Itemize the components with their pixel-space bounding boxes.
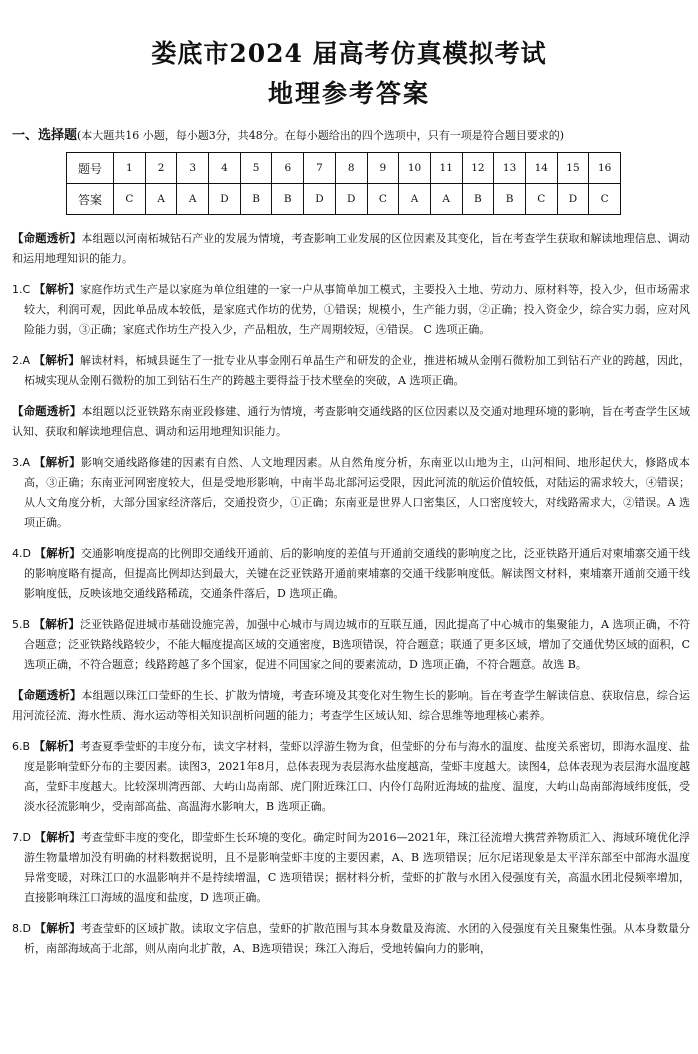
table-cell: 13 — [494, 153, 526, 184]
table-cell: 7 — [304, 153, 336, 184]
row-header: 题号 — [67, 153, 114, 184]
question-number-row — [67, 153, 621, 184]
paragraph-tag: 【命题透析】 — [12, 231, 82, 245]
question-answer: 8.D — [12, 922, 31, 935]
answer-explanation — [12, 614, 690, 675]
table-cell: B — [272, 184, 304, 215]
table-cell: 2 — [145, 153, 177, 184]
table-cell: 5 — [240, 153, 272, 184]
answer-explanation — [12, 350, 690, 391]
paragraph-text: 解读材料，柘城县诞生了一批专业从事金刚石单晶生产和研发的企业，推进柘城从金刚石微粉加工到钻石产业的跨越，因此，柘城实现从金刚石微粉的加工到钻石生产的跨越主要得益于技术壁垒的突破，A 选项正确。 — [24, 354, 691, 387]
table-cell: 1 — [114, 153, 146, 184]
table-cell: 11 — [430, 153, 462, 184]
paragraph-tag: 【解析】 — [33, 282, 81, 296]
exam-title: 娄底市2024 届高考仿真模拟考试 — [151, 39, 547, 68]
table-cell: D — [304, 184, 336, 215]
question-answer: 4.D — [12, 547, 31, 560]
answer-explanation — [12, 452, 690, 533]
paragraph-text: 考查莹虾的区域扩散。读取文字信息，莹虾的扩散范围与其本身数量及海流、水团的入侵强度有关且聚集性强。从本身数量分析，南部海域高于北部，则从南向北扩散，A、B选项错误；珠江入海后，受地转偏向力的影响， — [24, 922, 691, 955]
table-cell: 9 — [367, 153, 399, 184]
question-answer: 5.B — [12, 618, 31, 631]
table-cell: 16 — [589, 153, 621, 184]
paragraph-tag: 【解析】 — [34, 830, 81, 844]
table-cell: A — [177, 184, 209, 215]
table-cell: 15 — [557, 153, 589, 184]
paragraph-tag: 【命题透析】 — [12, 688, 82, 702]
answer-explanation — [12, 736, 690, 817]
row-header: 答案 — [67, 184, 114, 215]
table-cell: D — [209, 184, 241, 215]
paragraph-text: 影响交通线路修建的因素有自然、人文地理因素。从自然角度分析，东南亚以山地为主，山河相间、地形起伏大，修路成本高，③正确；东南亚河网密度较大，但是受地形影响，中南半岛北部河运受限，因此河流的航运价值较低，对陆运的需求较大，④错误；从人文角度分析，大部分国家经济落后，交通投资少，①正确；东南亚是世界人口密集区，人口密度较大，对线路需求大，②错误。A 选项正确。 — [24, 456, 690, 529]
table-cell: 10 — [399, 153, 431, 184]
paragraph-tag: 【解析】 — [33, 739, 81, 753]
question-answer: 1.C — [12, 283, 31, 296]
paragraph-text: 本组题以河南柘城钻石产业的发展为情境，考查影响工业发展的区位因素及其变化，旨在考查学生获取和解读地理信息、调动和运用地理知识的能力。 — [12, 232, 691, 265]
table-cell: D — [557, 184, 589, 215]
answer-explanation — [12, 543, 690, 604]
answer-row — [67, 184, 621, 215]
topic-analysis-paragraph — [12, 228, 690, 269]
topic-analysis-paragraph — [12, 401, 690, 442]
table-cell: 8 — [335, 153, 367, 184]
table-cell: A — [145, 184, 177, 215]
question-answer: 3.A — [12, 456, 31, 469]
answer-explanation — [12, 279, 690, 340]
paragraph-text: 考查夏季莹虾的丰度分布，读文字材料，莹虾以浮游生物为食，但莹虾的分布与海水的温度、盐度关系密切，即海水温度、盐度是影响莹虾分布的主要因素。读图3，2021年8月，总体表现为表层海水盐度越高，莹虾丰度越大。读图4，总体表现为表层海水温度越高，莹虾丰度越大。比较深圳湾西部、大屿山岛南部、虎门附近珠江口、内伶仃岛附近海域的盐度、温度，大屿山岛南部海域纬度低，受淡水径流影响少，受南部高盐、高温海水影响大，B 选项正确。 — [24, 740, 691, 813]
section-label: 一、选择题 — [12, 128, 78, 143]
topic-analysis-paragraph — [12, 685, 690, 726]
table-cell: C — [114, 184, 146, 215]
paragraph-text: 交通影响度提高的比例即交通线开通前、后的影响度的差值与开通前交通线的影响度之比，泛亚铁路开通后对柬埔寨交通干线的影响度略有提高，但提高比例却达到最大，关键在泛亚铁路开通前柬埔寨的交通干线影响度低。解读图文材料，柬埔寨开通前交通干线影响度低，反映该地交通线路稀疏，交通条件落后，D 选项正确。 — [24, 547, 691, 600]
question-answer: 2.A — [12, 354, 31, 367]
table-cell: B — [462, 184, 494, 215]
answer-table — [66, 152, 621, 215]
paragraph-text: 泛亚铁路促进城市基础设施完善，加强中心城市与周边城市的互联互通，因此提高了中心城市的集聚能力，A 选项正确，不符合题意；泛亚铁路线路较少，不能大幅度提高区域的交通密度，B选项错误，符合题意；联通了更多区域，增加了交通优势区域的面积，C 选项正确，不符合题意；线路跨越了多个国家，促进不同国家之间的要素流动，D 选项正确，不符合题意。故选 B。 — [24, 618, 691, 671]
paragraph-tag: 【命题透析】 — [12, 404, 82, 418]
section-heading — [12, 128, 690, 144]
table-cell: A — [399, 184, 431, 215]
paragraph-text: 本组题以泛亚铁路东南亚段修建、通行为情境，考查影响交通线路的区位因素以及交通对地理环境的影响，旨在考查学生区域认知、获取和解读地理信息、调动和运用地理知识能力。 — [12, 405, 691, 438]
table-cell: 3 — [177, 153, 209, 184]
table-cell: B — [494, 184, 526, 215]
table-cell: 6 — [272, 153, 304, 184]
question-answer: 6.B — [12, 740, 31, 753]
table-cell: C — [525, 184, 557, 215]
section-note: (本大题共16 小题，每小题3分，共48分。在每小题给出的四个选项中，只有一项是符合题目要求的) — [77, 129, 565, 142]
answer-explanation — [12, 827, 690, 908]
paragraph-tag: 【解析】 — [33, 617, 80, 631]
table-cell: 14 — [525, 153, 557, 184]
table-cell: C — [367, 184, 399, 215]
paragraph-text: 本组题以珠江口莹虾的生长、扩散为情境，考查环境及其变化对生物生长的影响。旨在考查学生解读信息、获取信息，综合运用河流径流、海水性质、海水运动等相关知识剖析问题的能力；考查学生区域认知、综合思维等地理核心素养。 — [12, 689, 691, 722]
paragraph-tag: 【解析】 — [33, 353, 80, 367]
answer-explanation — [12, 918, 690, 959]
explanations — [12, 228, 690, 969]
paragraph-tag: 【解析】 — [34, 921, 81, 935]
table-cell: 12 — [462, 153, 494, 184]
table-cell: 4 — [209, 153, 241, 184]
table-cell: C — [589, 184, 621, 215]
paragraph-text: 考查莹虾丰度的变化，即莹虾生长环境的变化。确定时间为2016—2021年，珠江径流增大携营养物质汇入、海域环境优化浮游生物量增加没有明确的材料数据说明，且不是影响莹虾丰度的主要因素，A、B 选项错误；厄尔尼诺现象是太平洋东部至中部海水温度异常变暖，对珠江口的水温影响并不是持续增温，C 选项错误；据材料分析，莹虾的扩散与水团入侵强度有关，高温水团北侵频率增加，直接影响珠江口海域的温度和盐度，D 选项正确。 — [24, 831, 690, 904]
paragraph-tag: 【解析】 — [34, 546, 81, 560]
paragraph-tag: 【解析】 — [33, 455, 81, 469]
answer-key-title: 地理参考答案 — [267, 79, 430, 108]
paragraph-text: 家庭作坊式生产是以家庭为单位组建的一家一户从事简单加工模式，主要投入土地、劳动力、原材料等，投入少，但市场需求较大，利润可观，因此单品成本较低，是家庭式作坊的优势，①错误；规模小，生产能力弱，②正确；投入资金少，综合实力弱，应对风险能力弱，③正确；家庭式作坊生产投入少，产品粗放，生产周期较短，④错误。 C 选项正确。 — [24, 283, 691, 336]
table-cell: A — [430, 184, 462, 215]
table-cell: B — [240, 184, 272, 215]
question-answer: 7.D — [12, 831, 31, 844]
table-cell: D — [335, 184, 367, 215]
